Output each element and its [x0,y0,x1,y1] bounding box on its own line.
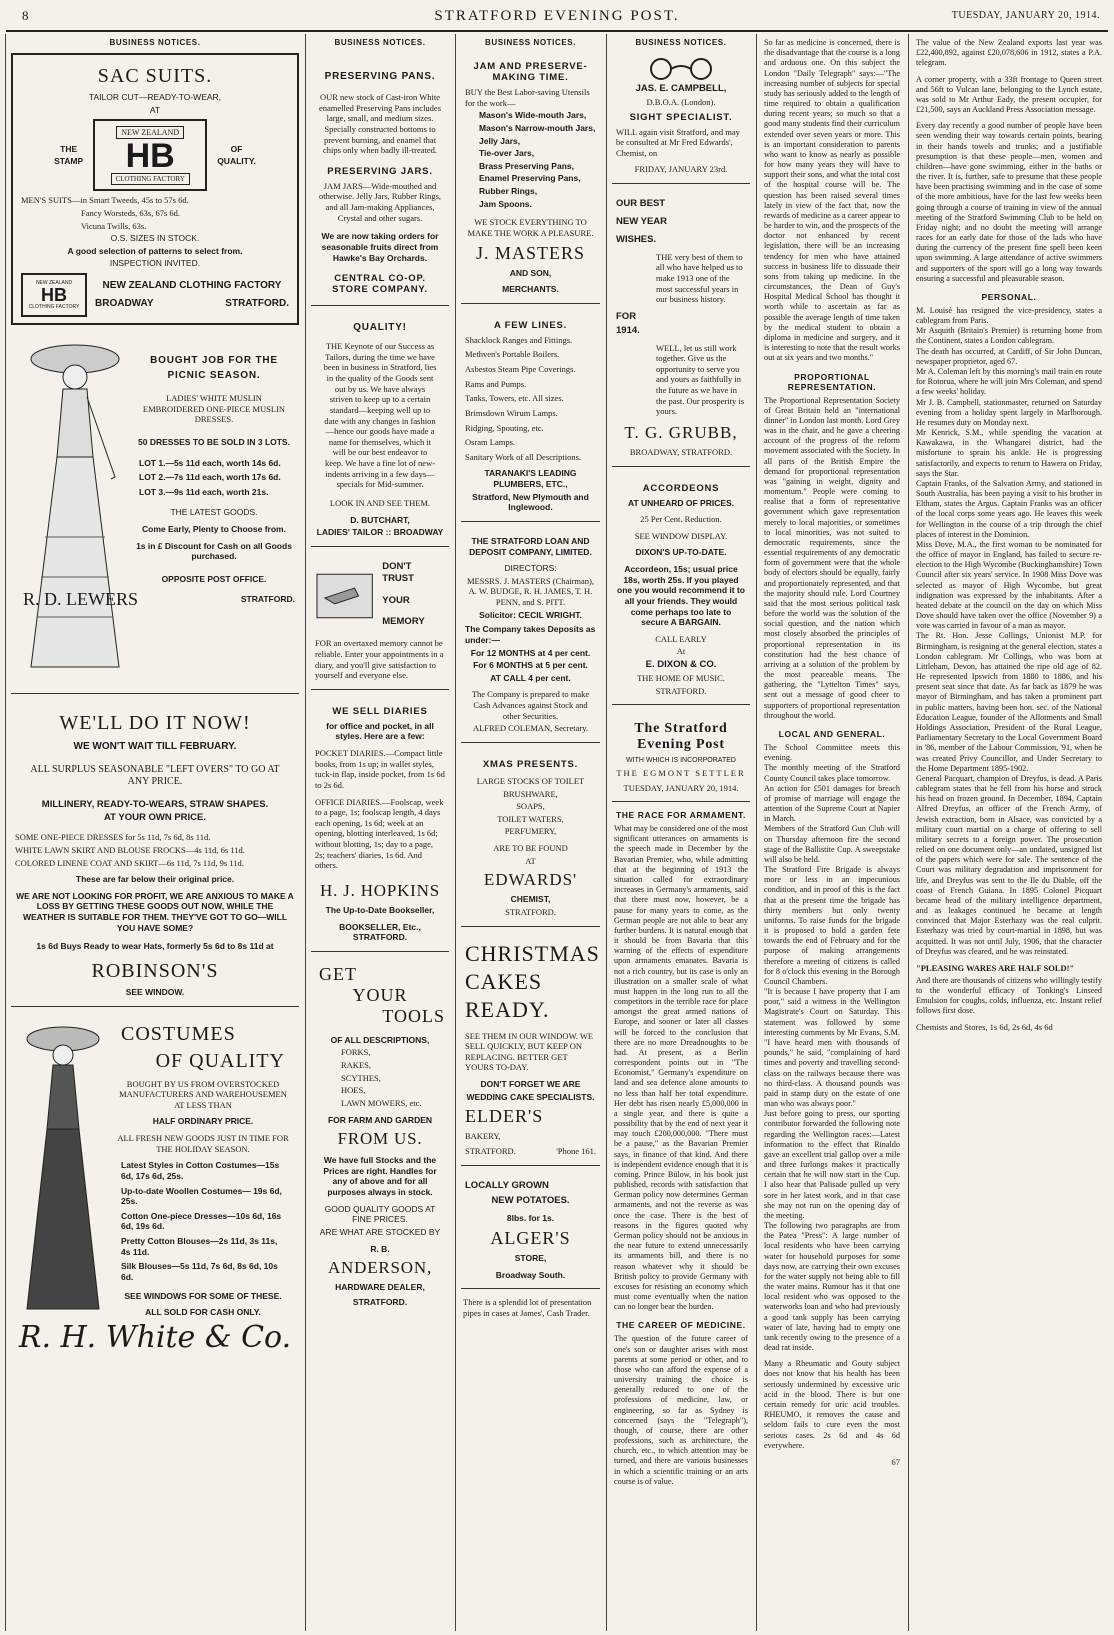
ad-title: PRESERVING PANS. [324,71,436,82]
ad-text: STRATFORD. [655,685,707,696]
ad-title: PRESERVING JARS. [327,165,433,177]
ad-title: YOUR [382,594,410,606]
ad-text: D.B.O.A. (London). [646,96,716,107]
hand-pointing-icon [315,568,376,622]
advertiser-name: ELDER'S [465,1106,544,1127]
column-3 [457,36,604,1629]
ad-text: DON'T FORGET WE ARE [480,1079,581,1089]
price-line: Up-to-date Woollen Costumes— 19s 6d, 25s. [121,1185,282,1207]
list-item: Asbestos Steam Pipe Coverings. [465,364,576,374]
section-header: BUSINESS NOTICES. [484,38,577,47]
ad-text: Chemists and Stores, 1s 6d, 2s 6d, 4s 6d [916,1022,1053,1033]
ad-text: And there are thousands of citizens who willingly testify to the wonderful efficacy of Tonking's Linseed Emulsion for coughs, colds, influenza, etc. Instant relief follows first dose. [916,975,1102,1016]
list-item: PERFUMERY, [504,826,557,837]
logo-letters: HB [41,285,67,305]
ad-title: NEW YEAR [616,215,668,227]
ad-text: STRATFORD. [465,1145,516,1156]
article-heading: LOCAL AND GENERAL. [778,729,886,739]
ad-text: BROADWAY, STRATFORD. [629,446,733,457]
ad-text: SEE WINDOW DISPLAY. [634,530,728,541]
ad-text: 50 DRESSES TO BE SOLD IN 3 LOTS. [138,436,290,447]
ad-butchart [311,314,449,547]
column-rule [908,34,909,1631]
ad-anderson [311,960,449,1316]
ad-text: LOOK IN AND SEE THEM. [329,497,431,508]
ad-text: SEE WINDOW. [125,986,185,997]
ad-title: WE SELL DIARIES [332,705,428,717]
ad-text: MESSRS. J. MASTERS (Chairman), A. W. BUDGE, R. H. JAMES, T. H. PENN, and S. PITT. [466,575,595,607]
ad-title: COSTUMES [121,1022,236,1045]
ad-text: MERCHANTS. [502,284,559,295]
notice-number: 67 [891,1456,900,1467]
ad-text: THE HOME OF MUSIC. [637,672,725,683]
ad-central-coop [311,53,449,306]
ad-text: SEE THEM IN OUR WINDOW. WE SELL QUICKLY, BUT KEEP ON REPLACING. BETTER GET YOURS TO-DAY. [465,1030,594,1073]
ad-text: AND SON, [509,267,552,278]
ad-text: At [676,646,686,657]
lot-line: LOT 1.—5s 11d each, worth 14s 6d. [139,457,281,468]
advertiser-name: ROBINSON'S [91,959,219,982]
ad-title: XMAS PRESENTS. [482,758,579,770]
logo-letters: HB [125,136,175,175]
costume-figure-illustration [15,1019,111,1319]
column-5 [758,36,906,1629]
list-item: Tie-over Jars, [479,148,535,159]
ad-text: DIXON'S UP-TO-DATE. [635,547,727,558]
advertiser-name: D. BUTCHART, [350,514,410,525]
ad-text: 1s 6d Buys Ready to wear Hats, formerly 5s 6d to 8s 11d at [36,941,274,952]
ad-text: HALF ORDINARY PRICE. [152,1116,254,1127]
ad-title: ACCORDEONS [642,482,720,494]
section-header: BUSINESS NOTICES. [635,38,727,47]
ad-text: AT [149,104,161,115]
ad-text: SEE WINDOWS FOR SOME OF THESE. [124,1290,282,1301]
article-body: The value of the New Zealand exports last year was £22,400,892, against £20,078,606 in 1912, states a P.A. telegram. [916,38,1102,68]
ad-text: These are far below their original price. [75,874,235,885]
price-line: MEN'S SUITS—in Smart Tweeds, 45s to 57s 6d. [21,195,189,206]
ad-text: FOR FARM AND GARDEN [327,1114,433,1125]
advertiser-name: ALGER'S [490,1227,571,1248]
ad-text: We are now taking orders for seasonable fruits direct from Hawke's Bay Orchards. [321,231,439,263]
list-item: Ridging, Spouting, etc. [465,422,544,433]
ad-text: THE very best of them to all who have helped us to make 1913 one of the most successful years in our business history. [656,251,743,305]
ad-text: ALL SOLD FOR CASH ONLY. [145,1307,261,1318]
advertiser-name: EDWARDS' [483,870,578,890]
hb-logo-small [21,273,87,317]
advertiser-name: CENTRAL CO-OP. STORE COMPANY. [332,273,428,296]
rate-line: For 6 MONTHS at 5 per cent. [473,660,588,671]
column-6 [910,36,1108,1629]
ad-text: ALL FRESH NEW GOODS JUST IN TIME FOR THE HOLIDAY SEASON. [117,1133,289,1154]
ad-text: INSPECTION INVITED. [109,258,201,269]
ad-title: QUALITY! [353,322,407,334]
pipes-notice: There is a splendid lot of presentation pipes in cases at James', Cash Trader. [463,1297,592,1318]
article-heading: PROPORTIONAL REPRESENTATION. [787,371,877,392]
ad-rh-white [11,1015,299,1361]
ad-text: WELL, let us still work together. Give us the opportunity to serve you and yours as faithfully in the future as we have in the past. Our prosperity is yours. [656,342,745,417]
ad-title: FOR [616,310,637,322]
ad-text: 'Phone 161. [556,1145,596,1156]
list-item: Jelly Jars, [479,135,521,146]
ad-text: A good selection of patterns to select from. [67,245,243,256]
article-body: A corner property, with a 33ft frontage to Queen street and 56ft to Vulcan lane, belonging to the Lynch estate, was sold to Mr Arthur Eady, the present occupier, for £21,500, says an Auckland Press Association message. [916,74,1102,115]
hb-block [21,119,289,191]
list-item: HOES, [341,1085,366,1096]
ad-text: We have full Stocks and the Prices are right. Handles for any of above and for all purposes always in stock. [323,1155,437,1197]
ad-title: DON'T TRUST [382,560,414,584]
list-item: RAKES, [341,1060,371,1070]
list-item: Sanitary Work of all Descriptions. [465,451,582,462]
ad-text: WEDDING CAKE SPECIALISTS. [466,1091,595,1102]
ad-algers [461,1174,600,1290]
price-line: COLORED LINENE COAT AND SKIRT—6s 11d, 7s 11d, 9s 11d. [15,857,244,868]
column-2 [307,36,453,1629]
lot-line: LOT 2.—7s 11d each, worth 17s 6d. [139,472,281,483]
ad-text: HARDWARE DEALER, [335,1282,425,1293]
price-line: Pretty Cotton Blouses—2s 11d, 3s 11s, 4s 11d. [121,1236,278,1257]
advertiser-name: ANDERSON, [327,1258,432,1278]
price-line: WHITE LAWN SKIRT AND BLOUSE FROCKS—4s 11d, 6s 11d. [15,844,245,855]
ad-text: WE ARE NOT LOOKING FOR PROFIT, WE ARE ANXIOUS TO MAKE A LOSS BY GETTING THESE GOODS OUT NOW, WHILE THE WEATHER IS SUITABLE FOR THEM. THEY'VE GOT TO GO—WILL YOU HAVE SOME? [16,890,294,933]
ad-text: CALL EARLY [655,633,707,644]
ad-text: 8lbs. for 1s. [506,1213,555,1224]
list-item: LAWN MOWERS, etc. [341,1097,422,1108]
logo-text: NEW ZEALAND [116,126,184,139]
rate-line: AT CALL 4 per cent. [490,672,571,683]
ad-text: THE EGMONT SETTLER [616,767,746,778]
price-line: Latest Styles in Cotton Costumes—15s 6d, 17s 6d, 25s. [121,1160,280,1181]
ad-elders [461,935,600,1166]
list-item: TOILET WATERS, [497,813,564,824]
article-heading: THE CAREER OF MEDICINE. [616,1320,746,1331]
ad-text: STORE, [514,1252,547,1263]
ad-title: OUR BEST [616,198,666,209]
editorial-masthead [612,713,750,802]
hb-logo [93,119,207,191]
ad-text: THE LATEST GOODS. [170,507,258,518]
advertiser-name: R. H. White & Co. [18,1319,292,1355]
ad-text: BOUGHT BY US FROM OVERSTOCKED MANUFACTURERS AND WAREHOUSEMEN AT LESS THAN [119,1078,287,1110]
article-body: So far as medicine is concerned, there is the disadvantage that the course is a long and arduous one. On this subject the London "Daily Telegraph" says:—"The increasing number of subjects for special study has seriously added to the length of time required to obtain a qualification during recent years; so much so that a good many students find their curriculum extended over seven years or more. This is an important consideration to parents who want to know as nearly as possible for how many years they will have to support their sons, and what the total cost of the hospital course will be. The question has been raised several times lately in view of the fact that, now the rewards of medicine as a career appear to be harder to win, and the prospects of the doctor not enhanced by recent legislation, there will be an increasing tendency for men who have attained success in business life to dissuade their sons from taking up medicine. In the circumstances, the Dean of Guy's Hospital Medical School has thought it worth while to ascertain as far as possible the average length of time taken by the medical student to obtain a diploma in medicine and surgery, and it is interesting to note that the result works out at six years and two months." [764,38,900,363]
ad-text: STRATFORD. [225,298,289,309]
article-body: The School Committee meets this evening. The monthly meeting of the Stratford County Council takes place tomorrow. An action for £501 damages for breach of promise of marriage will engage the attention of the Supreme Court at Napier in March. Members of the Stratford Gun Club will on Thursday afternoon fire the second stage of the Ballistite Cup. A sweepstake will also be held. The Stratford Fire Brigade is always more or less in an impecunious condition, and in proof of this is the fact that at the present time the brigade has thirty members but only twenty uniforms. To raise funds for the brigade it is proposed to hold a garden fete towards the end of February and for the purpose of making arrangements therefore a meeting of citizens is called for 8 o'clock this evening in the Borough Council Chambers. "It is because I have property that I am poor," said a witness in the Wellington Magistrate's Court on Saturday. This statement was followed by some interesting comments by Mr Evans, S.M. "I have heard men with thousands of pounds," he said, "complaining of hard times and poverty and travelling second-class on the railways because there was no third-class. A thousand pounds was paid in stamp duty on the estate of one man who was always poor." Just before going to press, our sporting contributor forwarded the following note regarding the Wellington races:—Latest information to the effect that Rinaldo gave an excellent trial gallop over a mile and three furlongs makes it practically certain that he will now start in the Cup. I also hear that Palisade pulled up very sore in her latest work, and in that case she may not run on the opening day of the meeting. The following two paragraphs are from the Patea "Press": A large number of local residents who have been carrying water for household purposes for some days now, are carrying their own excuses for the water supply not being able to fill the water mains. Rumour has it that one local resident who was opposed to the waterworks loan and who had previously a good tank supply has been carrying water of late, having had to empty one tank recently owing to the presence of a dead rat inside. [764,743,900,1353]
section-header: BUSINESS NOTICES. [334,38,426,47]
masthead-rule [6,30,1108,32]
column-1 [7,36,303,1629]
ad-text: STRATFORD. [505,906,556,917]
ad-text: STAMP [54,156,84,167]
masthead [0,0,1114,34]
ad-title: JAM AND PRESERVE-MAKING TIME. [473,61,588,83]
ad-subtitle: WE WON'T WAIT TILL FEBRUARY. [73,741,237,752]
ad-title: A FEW LINES. [493,319,568,331]
advertiser-name: TARANAKI'S LEADING PLUMBERS, ETC., [484,468,577,489]
ad-text: The Company takes Deposits as under:— [465,624,596,645]
list-item: Brass Preserving Pans, [479,160,574,171]
ad-text: OUR new stock of Cast-iron White enamelled Preserving Pans includes large, small, and medium sizes. Specially constructed bottoms to prevent burning, and enamel that chips only when badly ill-treated. [318,92,442,156]
column-4 [608,36,754,1629]
list-item: Rubber Rings, [479,186,538,196]
list-item: Shacklock Ranges and Fittings. [465,334,573,345]
ad-text: O.S. SIZES IN STOCK. [110,233,200,244]
advertiser-name: J. MASTERS [475,242,586,263]
ad-title: YOUR [352,984,408,1005]
article-heading: THE RACE FOR ARMAMENT. [616,810,746,821]
ad-text: The Up-to-Date Bookseller, [325,904,435,915]
ad-text: BOOKSELLER, Etc., STRATFORD. [339,921,421,943]
ad-text: AT YOUR OWN PRICE. [103,812,207,824]
page-number: 8 [22,8,29,23]
ad-memory [311,555,449,690]
price-line: Fancy Worsteds, 63s, 67s 6d. [81,207,181,218]
ad-title: SIGHT SPECIALIST. [629,111,733,123]
ad-title: THE STRATFORD LOAN AND DEPOSIT COMPANY, LIMITED. [469,535,592,557]
list-item: Jam Spoons. [479,198,532,209]
lady-figure-illustration [15,337,133,677]
ad-text: GOOD QUALITY GOODS AT FINE PRICES. [324,1203,436,1225]
ad-text: JAM JARS—Wide-mouthed and otherwise. Jelly Jars, Rubber Rings, and all Jam-making Appliances, Crystal and other sugars. [318,180,442,223]
ad-robinsons [11,702,299,1007]
advertiser-name: H. J. HOPKINS [320,880,440,900]
list-item: Brimsdown Wirum Lamps. [465,407,558,418]
paper-date: TUESDAY, JANUARY 20, 1914. [951,10,1100,21]
list-item: SCYTHES, [341,1072,381,1083]
list-item: Rams and Pumps. [465,378,527,389]
column-rule [455,34,456,1631]
column-rule [756,34,757,1631]
ad-title: CHRISTMAS [465,940,600,966]
ad-text: DIRECTORS: [504,563,557,574]
column-rule [5,34,6,1631]
paper-title: STRATFORD EVENING POST. [434,8,680,24]
advertiser-name: R. D. LEWERS [23,588,138,609]
ad-text: OPPOSITE POST OFFICE. [161,573,267,584]
ad-text: ALFRED COLEMAN, Secretary. [472,723,589,734]
ad-text: The Company is prepared to make Cash Advances against Stock and other Securities. [471,689,590,721]
ad-text: ARE TO BE FOUND [493,843,568,853]
ad-text: BAKERY, [465,1131,501,1142]
ad-text: STRATFORD. [352,1296,408,1307]
rate-line: For 12 MONTHS at 4 per cent. [470,647,591,658]
ad-text: Accordeon, 15s; usual price 18s, worth 25s. If you played one you would recommend it to all your friends. They would come perhaps too late to secure A BARGAIN. [617,564,745,628]
paper-name: The Stratford Evening Post [634,721,728,753]
ad-text: TUESDAY, JANUARY 20, 1914. [623,782,739,793]
ad-text: 1s in £ Discount for Cash on all Goods purchased. [136,540,292,562]
ad-text: ARE WHAT ARE STOCKED BY [319,1226,441,1237]
ad-title: WE'LL DO IT NOW! [59,712,251,734]
ad-text: THE Keynote of our Success as Tailors, during the time we have been in business in Stratford, lies in the quality of the Goods sent out by us. We have always striven to keep up to a certain standard—keeping well up to date with any changes in fashion —hence our goods have made a name for themselves, which it will be our best endeavor to keep. We have a fine lot of new-indents arriving in a few days—specials for Mid-summer. [323,341,437,490]
ad-text: 25 Per Cent. Reduction. [640,514,722,525]
column-rule [606,34,607,1631]
ad-text: WILL again visit Stratford, and may be consulted at Mr Fred Edwards', Chemist, on [616,126,740,158]
article-body: What may be considered one of the most significant utterances on armaments is the speech made in December by the Bavarian Premier, who, while admitting that at the beginning of 1913 the situation called for extraordinary increases in Germany's armaments, said that there must now, however, be a pause for many years to come, as the German people are not able to bear any further burdens. It is natural enough that it should be from Bavaria that this warning of the effects of expenditure upon armaments emanates. Bavaria is not a rich country, but its case is only an illustration on a smaller scale of what must happen in the long run to all the competitors in the terrible race for place amongst the great armed nations of Europe, and sooner or later all classes will be forced to the conclusion that there are no more Dreadnoughts to be had. At present, as a Berlin correspondent points out in "The Economist," Germany's expenditure on land and sea defence alone amounts to no less than half her total expenditure. Her debt has risen nearly £5,000,000 in a single year, and there is quite a possibility that by the end of next year it may touch £200,000,000. "There must be a pause," as the Bavarian Premier says, in finance of that kind. And there is independent evidence enough that it is coming. Prince Bülow, in his book just published, records with satisfaction that German policy now determines German armaments, and not the reverse as was once the case. There is the best of reasons in the figures quoted why German policy should not be anxious in the near future to extend unnecessarily its armaments bill, and there is no reason whatever why it should be British policy to provide Germany with excuses for resisting an economy which must come eventually when the nation can no longer bear the burden. [614,824,748,1312]
ad-title: TOOLS [382,1005,445,1026]
ad-text: QUALITY. [217,156,256,167]
ad-title: PICNIC SEASON. [167,370,261,381]
ad-sac-suits [11,53,299,325]
advertiser-name: E. DIXON & CO. [645,659,717,670]
ad-title: MEMORY [382,616,425,628]
list-item: Tanks, Towers, etc. All sizes. [465,393,564,404]
ad-title: LOCALLY GROWN [465,1179,549,1191]
article-body: Every day recently a good number of people have been seen wending their way towards certain points, bearing in their hands towels and trunks; and a justifiable presumption is that these people—men, women and children—have gone swimming, either in the baths or the river. It is, further, safe to presume that these people have been practising swimming and in the case of some of the more ambitious, have for the last few weeks been going through a course of training in view of the annual meeting of the Stratford Swimming Club to be held on Friday night; and no doubt the meeting will arrange races for an early date for those of the lads who have during the currency of the present fine spell been keen upon swimming. A large attendance of active swimmers and supporters of the sport will go a long way towards ensuring a successful and pleasurable season. [916,121,1102,283]
ad-text: FRIDAY, JANUARY 23rd. [634,164,728,175]
price-line: Silk Blouses—5s 11d, 7s 6d, 8s 6d, 10s 6d. [121,1261,278,1282]
ad-text: LADIES' TAILOR :: BROADWAY [316,527,444,538]
ad-title: NEW POTATOES. [491,1195,570,1207]
ad-taranaki-plumbers [461,312,600,522]
ad-text: AT UNHEARD OF PRICES. [627,497,735,508]
ad-dixon [612,475,750,706]
article-body: The Proportional Representation Society of Great Britain held an "international dinner" in London last month. Lord Grey was in the chair, and he gave a cheering account of the progress of the reform movement associated with the Society. In all parts of the British Empire the demand for proportional representation was "gaining in weight, dignity and momentum." People were coming to realise that a form of representative government which gave representation merely to local majorities, or sometimes to local minorities, was not suited to democratic requirements, since the essential requirements of any democratic form of government were that the whole body of electors should be equally, fairly and proportionately represented, and that the majority should rule. Lord Courtney said that the most serious political task before the world was the solution of the social question, and the nation which most closely absorbed the principles of proportional representation in its constitution had the best chance of arriving at a solution of the problem by the most peaceable means. The gathering, the "Lyttelton Times" says, sent out a message of good cheer to supporters of proportional representation throughout the world. [764,395,900,720]
ad-title: "PLEASING WARES ARE HALF SOLD!" [916,962,1075,973]
list-item: Methven's Portable Boilers. [465,349,560,360]
list-item: FORKS, [341,1047,371,1058]
ad-title: GET [319,963,357,984]
ad-text: THE [60,143,78,154]
ad-text: BUY the Best Labor-saving Utensils for the work— [465,87,590,108]
price-line: SOME ONE-PIECE DRESSES for 5s 11d, 7s 6d, 8s 11d. [15,832,211,843]
list-item: Mason's Narrow-mouth Jars, [479,122,596,133]
ad-text: LARGE STOCKS OF TOILET [476,775,585,786]
ad-title: SAC SUITS. [97,65,213,87]
list-item: Enamel Preserving Pans, [479,173,581,184]
advertiser-name: T. G. GRUBB, [624,422,738,442]
ad-text: Come Early, Plenty to Choose from. [142,524,286,534]
spectacles-icon [643,57,719,81]
ad-text: LADIES' WHITE MUSLIN EMBROIDERED ONE-PIECE MUSLIN DRESSES. [142,393,286,425]
ad-edwards [461,751,600,927]
ad-grubb [612,192,750,467]
list-item: SOAPS, [516,801,545,812]
ad-text: WITH WHICH IS INCORPORATED [626,757,736,765]
ad-text: for office and pocket, in all styles. Here are a few: [326,720,434,742]
ad-text: Broadway South. [495,1269,566,1280]
ad-hopkins [311,698,449,952]
ad-title: BOUGHT JOB FOR THE [150,355,278,366]
ad-text: Stratford, New Plymouth and Inglewood. [472,491,589,513]
ad-text: OF ALL DESCRIPTIONS, [330,1034,430,1045]
logo-text: CLOTHING FACTORY [111,173,190,185]
ad-text: BROADWAY [95,298,154,309]
ad-text: OF [230,143,243,154]
ad-loan-company [461,530,600,743]
list-item: Mason's Wide-mouth Jars, [479,110,587,121]
logo-text: NEW ZEALAND [35,280,73,286]
ad-title: WISHES. [616,233,657,245]
ad-text: R. B. [370,1243,390,1254]
ad-title: 1914. [616,324,640,336]
ad-title: CAKES [465,968,543,994]
ad-title: READY. [465,996,550,1022]
advertiser-name: JAS. E. CAMPBELL, [635,83,727,94]
ad-subtitle: TAILOR CUT—READY-TO-WEAR, [88,92,222,102]
article-heading: PERSONAL. [981,291,1037,302]
ad-text: OFFICE DIARIES.—Foolscap, week to a page, 1s; foolscap length, 4 days each opening, 1s 6d; week at an opening, blotting interleaved, 1s 6d; without blotting, 1s; day to a page, 2s; teachers' diaries, 1s 6d. And others. [315,796,444,871]
ad-campbell [612,53,750,184]
lot-line: LOT 3.—9s 11d each, worth 21s. [139,486,269,497]
list-item: Osram Lamps. [465,437,516,448]
rheumo-notice: Many a Rheumatic and Gouty subject does not know that his health has been seriously undermined by excessive uric acid in the blood. There is but one certain remedy for uric acid troubles. RHEUMO, it removes the cause and seldom fails to cure even the most serious cases. 2s 6d and 4s 6d everywhere. [764,1359,900,1450]
logo-text: CLOTHING FACTORY [28,304,80,310]
column-rule [305,34,306,1631]
list-item: BRUSHWARE, [503,788,558,799]
article-body: The question of the future career of one's son or daughter arises with most parents at some period or other, and to those who can afford the expense of a university training the choice is generally reduced to one of the professions of medicine, law, or engineering, so far as Sydney is concerned (says the "Telegraph"), though, of course, there are other professions, such as architecture, the church, etc., to which attention may be turned, and there are various businesses in which a scientific training or an arts course is of value. [614,1334,748,1486]
ad-title: OF QUALITY [155,1049,285,1072]
ad-text: FOR an overtaxed memory cannot be reliable. Enter your appointments in a diary, and you'll give satisfaction to yourself and everyone else. [315,638,444,681]
ad-text: POCKET DIARIES.—Compact little books, from 1s up; in wallet styles, tuck-in flap, inside pocket, from 1s 6d to 2s 6d. [315,748,445,790]
ad-lewers [11,333,299,694]
ad-text: AT [525,855,536,866]
ad-title: FROM US. [337,1129,423,1149]
ad-text: CHEMIST, [510,894,551,905]
price-line: Cotton One-piece Dresses—10s 6d, 16s 6d, 19s 6d. [121,1210,282,1232]
ad-text: MILLINERY, READY-TO-WEARS, STRAW SHAPES. [41,798,269,810]
ad-text: NEW ZEALAND CLOTHING FACTORY [102,279,282,291]
price-line: Vicuna Twills, 63s. [81,220,147,231]
ad-text: ALL SURPLUS SEASONABLE "LEFT OVERS" TO GO AT ANY PRICE. [30,763,280,787]
ad-text: WE STOCK EVERYTHING TO MAKE THE WORK A PLEASURE. [467,217,594,238]
article-body: M. Louisé has resigned the vice-presidency, states a cablegram from Paris. Mr Asquith (Britain's Premier) is returning home from the Continent, states a London cablegram. The death has occurred, at Cardiff, of Sir John Duncan, newspaper proprietor, aged 67. Mr A. Coleman left by this morning's mail train en route for Rotorua, where he will join Mrs Coleman, and spend a few weeks' holiday. Mr J. B. Campbell, stationmaster, returned on Saturday evening from a holiday spent largely in Marlborough. He resumes duty on Monday next. Mr Kenrick, S.M., while spending the vacation at Kawakawa, in the Whangarei district, had the misfortune to sprain his ankle. He is progressing satisfactorily, and expects to return to Hawera on Friday, says the Star. Captain Franks, of the Salvation Army, and stationed in South Australia, has been paying a visit to his brother in Eltham, states the Argus. Captain Franks was an officer of the local corps some years ago. He leaves this week for Wellington in the course of a trip through the chief places of interest in the Dominion. Miss Dove, M.A., the first woman to be nominated for the office of mayor in England, has failed to secure re-election to the High Wycombe (Buckinghamshire) Town Council after six years' service. In 1908 Miss Dove was selected as mayor of High Wycombe, but great indignation was expressed by the inhabitants. After a heated debate at the council on the day on which Miss Dove should have taken over the office (November 9) a vote was carried in favour of a man as mayor. The Rt. Hon. Jesse Collings, Unionist M.P. for Birmingham, is resigning at the general election, states a London cablegram. Mr Collings, who was born at Littleham, Devon, has attained the ripe old age of 82. He represented Ipswich from 1880 to 1886, and his present seat since that date. As far back as 1879 he was mayor of Birmingham, and has taken a prominent part in public matters, having been hon. sec. of the National Education League, founder of the Allotments and Small Holdings Association, President of the Rural League, Parliamentary Secretary to the Local Government Board in '86, member of the Labour Commission, '91, when he was created Privy Councillor, and Under Secretary to the Home Department 1895-1902. General Pacquart, champion of Dreyfus, is dead. A Paris cablegram states that he fell from his horse and struck his head on frozen ground. In December, 1894, Captain Alfred Dreyfus, an officer of the French Army, of Jewish extraction, born in Alsace, was convicted by a military court martial on a charge of offering to sell military secrets to a foreign power. The prosecution relied on one document only—an undated, unsigned list of the papers which were for sale. The sentence of the Court was military degradation and imprisonment for life, and Dreyfus was sent to the Ile du Diable, off the coast of French Guiana. In 1895 Colonel Picquart became head of the military intelligence department, and as leakages continued he became at length convinced that Major Esterhazy was the real culprit. Esterhazy was tried by court-martial in 1898, but was acquitted. It was not until July, 1906, that the character of Dreyfus was cleared, and he was reinstated. [916,305,1102,956]
ad-text: Solicitor: CECIL WRIGHT. [479,609,582,620]
section-header: BUSINESS NOTICES. [109,38,201,47]
ad-masters [461,53,600,304]
ad-text: STRATFORD. [240,593,295,604]
